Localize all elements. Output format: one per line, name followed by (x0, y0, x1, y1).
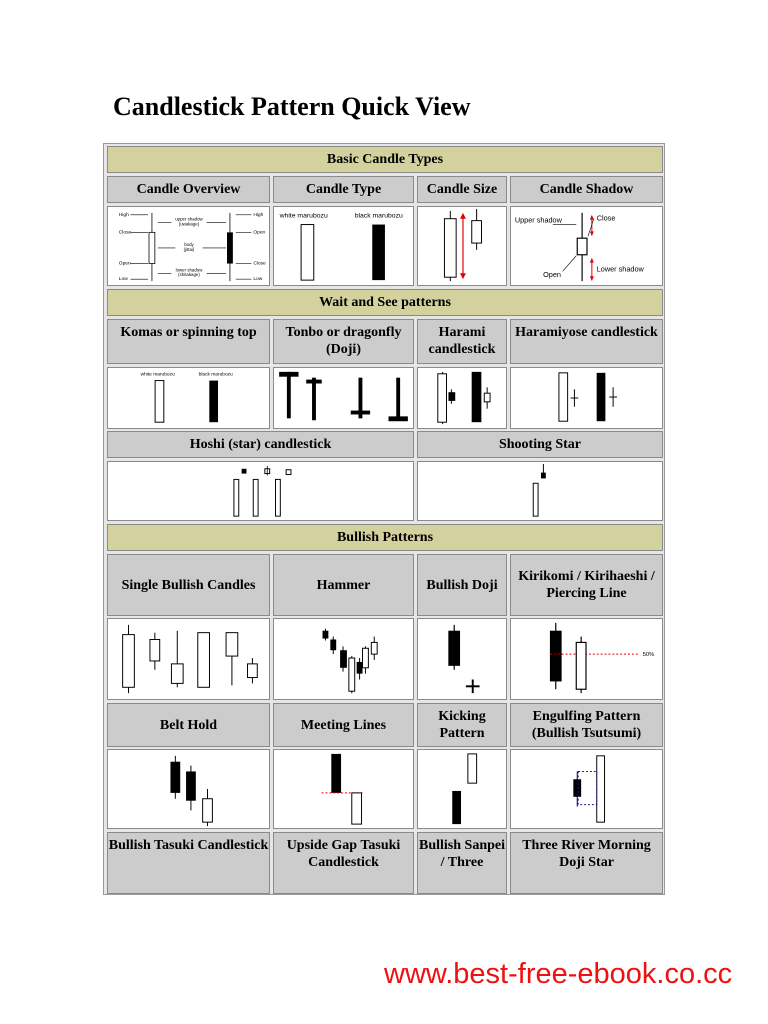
belt-hold-white (203, 799, 213, 822)
header-shooting-star: Shooting Star (417, 431, 663, 458)
footer-website-link[interactable]: www.best-free-ebook.co.cc (384, 958, 733, 990)
label-komas-black: black marubozu (198, 372, 233, 378)
shooting-star-body (541, 473, 546, 479)
label-low-left: Low (118, 277, 128, 283)
label-shitakage: (shitakage) (178, 272, 200, 278)
header-komas: Komas or spinning top (107, 319, 270, 364)
header-single-bullish: Single Bullish Candles (107, 554, 270, 616)
hammer-down-1 (323, 631, 329, 639)
header-bullish-doji: Bullish Doji (417, 554, 507, 616)
harami-big-black (472, 372, 482, 422)
hoshi-candle-3 (275, 479, 280, 516)
header-sanpei: Bullish Sanpei / Three (417, 832, 507, 894)
label-open-right: Open (253, 230, 266, 236)
label-close-right: Close (253, 261, 266, 267)
candle-size-diagram (417, 206, 507, 286)
label-close-annot: Close (596, 213, 616, 223)
header-kirikomi: Kirikomi / Kirihaeshi / Piercing Line (510, 554, 663, 616)
header-meeting-lines: Meeting Lines (273, 703, 414, 747)
engulfing-small-black (573, 779, 581, 797)
kirikomi-black-candle (550, 631, 562, 682)
label-jittai: (jittai) (183, 246, 195, 252)
hammer-up-1 (363, 648, 369, 668)
haramiyose-white (559, 373, 568, 421)
label-upper-shadow: upper shadow (175, 216, 203, 222)
harami-big-white (438, 374, 447, 422)
header-tasuki: Bullish Tasuki Candlestick (107, 832, 270, 894)
engulfing-big-white (597, 756, 605, 822)
header-haramiyose: Haramiyose candlestick (510, 319, 663, 364)
label-open-annot: Open (543, 270, 561, 280)
black-marubozu-candle (372, 225, 385, 281)
header-harami: Harami candlestick (417, 319, 507, 364)
label-open-left: Open (118, 261, 131, 267)
header-three-river: Three River Morning Doji Star (510, 832, 663, 894)
page-title: Candlestick Pattern Quick View (113, 92, 471, 121)
header-candle-size: Candle Size (417, 176, 507, 203)
shooting-star-diagram (417, 461, 663, 521)
bullish-doji-black-candle (448, 631, 460, 666)
engulfing-diagram (510, 749, 663, 829)
black-candle-body (227, 232, 233, 263)
tonbo-diagram (273, 367, 414, 429)
header-engulfing: Engulfing Pattern (Bullish Tsutsumi) (510, 703, 663, 747)
bullish-doji-diagram (417, 618, 507, 700)
header-hoshi: Hoshi (star) candlestick (107, 431, 414, 458)
candle-overview-diagram (107, 206, 270, 286)
header-candle-type: Candle Type (273, 176, 414, 203)
label-black-marubozu: black marubozu (354, 212, 403, 220)
komas-black-candle (209, 381, 218, 423)
hammer-up-2 (371, 642, 377, 654)
komas-white-candle (155, 381, 164, 423)
section-wait-and-see: Wait and See patterns (107, 289, 663, 316)
label-body: body (184, 242, 194, 247)
hammer-diagram (273, 618, 414, 700)
header-upside-gap: Upside Gap Tasuki Candlestick (273, 832, 414, 894)
doji-gravestone-inverse (287, 372, 291, 418)
label-close-left: Close (118, 230, 132, 236)
white-candle-body (149, 232, 155, 263)
shadow-candle-body (577, 238, 587, 255)
shooting-star-prior-candle (533, 483, 538, 516)
short-candle (472, 221, 482, 243)
harami-small-white (484, 393, 490, 402)
hoshi-candle-2 (253, 479, 258, 516)
belt-hold-black-1 (170, 762, 180, 793)
hammer-down-3 (340, 650, 347, 668)
belt-hold-diagram (107, 749, 270, 829)
label-low-right: Low (253, 277, 263, 283)
header-candle-shadow: Candle Shadow (510, 176, 663, 203)
doji-low (351, 411, 370, 415)
doji-gravestone (389, 416, 408, 421)
header-kicking: Kicking Pattern (417, 703, 507, 747)
kirikomi-diagram (510, 618, 663, 700)
section-basic-candle-types: Basic Candle Types (107, 146, 663, 173)
meeting-lines-black (331, 754, 341, 793)
kicking-diagram (417, 749, 507, 829)
bullish-candle-5 (226, 633, 238, 656)
bullish-candle-4 (198, 633, 210, 688)
harami-diagram (417, 367, 507, 429)
label-lower-shadow-annot: Lower shadow (596, 264, 644, 274)
hammer-long-tail (349, 658, 355, 691)
header-hammer: Hammer (273, 554, 414, 616)
kirikomi-white-candle (576, 642, 586, 689)
label-komas-white: white marubozu (140, 372, 175, 378)
hoshi-candle-1 (234, 479, 239, 516)
label-50-percent: 50% (642, 652, 655, 659)
label-uwakage: (uwakage) (178, 221, 200, 227)
doji-dragonfly-high (306, 380, 321, 384)
label-upper-shadow-annot: Upper shadow (514, 215, 562, 225)
haramiyose-black (597, 373, 606, 421)
komas-diagram (107, 367, 270, 429)
label-white-marubozu: white marubozu (279, 212, 328, 220)
header-candle-overview: Candle Overview (107, 176, 270, 203)
hoshi-star-1 (242, 469, 247, 474)
header-tonbo: Tonbo or dragonfly (Doji) (273, 319, 414, 364)
hoshi-star-3 (286, 470, 291, 475)
candle-type-diagram (273, 206, 414, 286)
bullish-candle-3 (171, 664, 183, 684)
bullish-candle-2 (150, 639, 160, 660)
candle-shadow-diagram (510, 206, 663, 286)
haramiyose-diagram (510, 367, 663, 429)
header-belt-hold: Belt Hold (107, 703, 270, 747)
kicking-black (452, 791, 461, 824)
bullish-candle-6 (248, 664, 258, 678)
hoshi-diagram (107, 461, 414, 521)
label-high-right: High (253, 212, 264, 218)
bullish-candle-1 (123, 635, 135, 688)
hammer-down-2 (330, 639, 336, 650)
section-bullish: Bullish Patterns (107, 524, 663, 551)
single-bullish-diagram (107, 618, 270, 700)
white-marubozu-candle (301, 225, 314, 281)
kicking-white (468, 754, 477, 783)
long-candle (444, 219, 456, 278)
meeting-lines-white (352, 793, 362, 824)
meeting-lines-diagram (273, 749, 414, 829)
label-high-left: High (118, 212, 129, 218)
label-lower-shadow: lower shadow (175, 267, 203, 273)
candlestick-table (103, 143, 665, 895)
belt-hold-black-2 (186, 771, 196, 800)
